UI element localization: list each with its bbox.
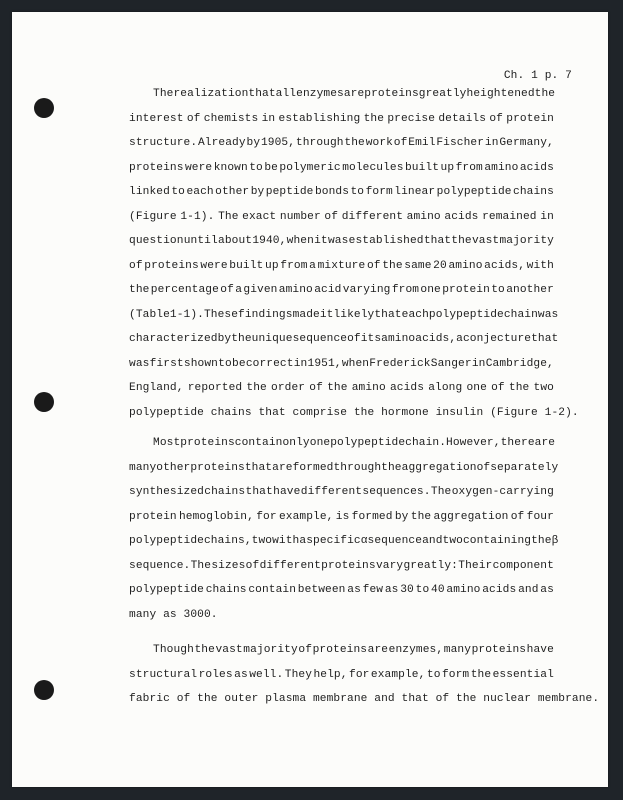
- text-line: polypeptide chains contain between as few as 30 to 40 amino acids and as: [129, 584, 554, 596]
- text-line: linked to each other by peptide bonds to form linear polypeptide chains: [129, 186, 554, 198]
- text-line: the percentage of a given amino acid varying from one protein to another: [129, 284, 554, 296]
- text-line: structure. Already by 1905, through the work of Emil Fischer in Germany,: [129, 137, 554, 149]
- text-line: Most proteins contain only one polypeptide chain. However, there are: [153, 437, 556, 449]
- text-line: (Figure 1-1). The exact number of different amino acids remained in: [129, 210, 554, 223]
- text-line: fabric of the outer plasma membrane and that of the nuclear membrane.: [129, 693, 600, 705]
- binder-hole: [34, 98, 54, 118]
- text-line: proteins were known to be polymeric molecules built up from amino acids: [129, 161, 554, 174]
- text-line: protein hemoglobin, for example, is formed by the aggregation of four: [129, 510, 554, 523]
- text-line: Though the vast majority of proteins are enzymes, many proteins have: [153, 644, 554, 656]
- binder-hole: [34, 680, 54, 700]
- typed-page: [12, 12, 608, 787]
- text-line: was first shown to be correct in 1951, when Frederick Sanger in Cambridge,: [129, 357, 554, 370]
- text-line: characterized by the unique sequence of its amino acids, a conjecture that: [129, 333, 559, 345]
- text-line: synthesized chains that have different sequences. The oxygen-carrying: [129, 486, 554, 498]
- text-line: (Table 1-1). These findings made it likely that each polypeptide chain was: [129, 308, 559, 321]
- text-line: question until about 1940, when it was established that the vast majority: [129, 235, 554, 247]
- text-line: many other proteins that are formed through the aggregation of separately: [129, 461, 559, 474]
- text-line: of proteins were built up from a mixture of the same 20 amino acids, with: [129, 259, 554, 272]
- text-line: interest of chemists in establishing the precise details of protein: [129, 112, 554, 125]
- text-line: The realization that all enzymes are proteins greatly heightened the: [153, 88, 556, 100]
- binder-hole: [34, 392, 54, 412]
- text-line: England, reported the order of the amino acids along one of the two: [129, 382, 554, 394]
- text-line: polypeptide chains, two with a specific α sequence and two containing the β: [129, 535, 559, 547]
- text-line: structural roles as well. They help, for example, to form the essential: [129, 668, 554, 681]
- text-line: sequence. The sizes of different proteins vary greatly: Their component: [129, 559, 554, 572]
- text-line: polypeptide chains that comprise the hormone insulin (Figure 1-2).: [129, 406, 579, 419]
- text-line: many as 3000.: [129, 608, 218, 621]
- page-number: Ch. 1 p. 7: [503, 70, 572, 82]
